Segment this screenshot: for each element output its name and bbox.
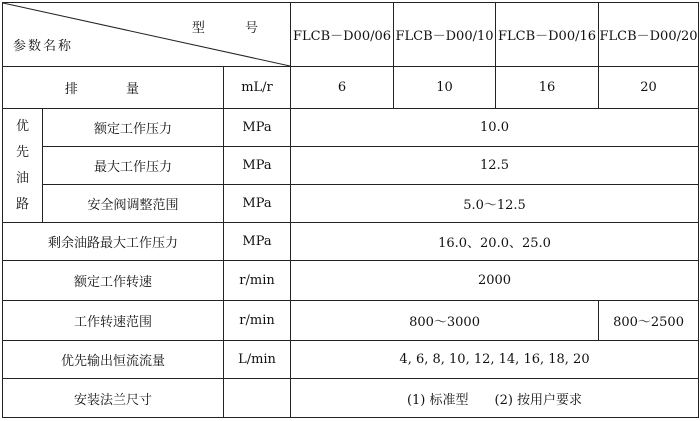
relief-valve-label: 安全阀调整范围 bbox=[43, 185, 224, 223]
remaining-pressure-label: 剩余油路最大工作压力 bbox=[3, 223, 224, 261]
specification-table bbox=[2, 2, 699, 418]
priority-flow-row bbox=[3, 341, 699, 379]
speed-range-label: 工作转速范围 bbox=[3, 301, 224, 341]
displacement-unit: mL/r bbox=[224, 67, 291, 109]
displacement-label: 排 量 bbox=[3, 67, 224, 109]
speed-range-value-main: 800～3000 bbox=[291, 301, 599, 341]
displacement-value-3: 16 bbox=[496, 67, 599, 109]
parameter-name-header-label: 参数名称 bbox=[13, 39, 74, 54]
header-row bbox=[3, 3, 699, 67]
displacement-row bbox=[3, 67, 699, 109]
max-pressure-row bbox=[3, 147, 699, 185]
model-header-1: FLCB－D00/06 bbox=[291, 3, 394, 67]
model-header-3: FLCB－D00/16 bbox=[496, 3, 599, 67]
priority-flow-value: 4, 6, 8, 10, 12, 14, 16, 18, 20 bbox=[291, 341, 699, 379]
relief-valve-row bbox=[3, 185, 699, 223]
model-header-2: FLCB－D00/10 bbox=[394, 3, 496, 67]
priority-flow-label: 优先输出恒流流量 bbox=[3, 341, 224, 379]
displacement-value-2: 10 bbox=[394, 67, 496, 109]
rated-speed-value: 2000 bbox=[291, 261, 699, 301]
remaining-pressure-row bbox=[3, 223, 699, 261]
relief-valve-unit: MPa bbox=[224, 185, 291, 223]
rated-pressure-row bbox=[3, 109, 699, 147]
remaining-pressure-unit: MPa bbox=[224, 223, 291, 261]
rated-pressure-label: 额定工作压力 bbox=[43, 109, 224, 147]
displacement-value-1: 6 bbox=[291, 67, 394, 109]
rated-pressure-value: 10.0 bbox=[291, 109, 699, 147]
flange-value: (1) 标准型 (2) 按用户要求 bbox=[291, 379, 699, 418]
rated-speed-row bbox=[3, 261, 699, 301]
priority-oil-path-label: 优 先 油 路 bbox=[3, 109, 43, 223]
max-pressure-unit: MPa bbox=[224, 147, 291, 185]
speed-range-row bbox=[3, 301, 699, 341]
flange-row bbox=[3, 379, 699, 418]
speed-range-unit: r/min bbox=[224, 301, 291, 341]
max-pressure-label: 最大工作压力 bbox=[43, 147, 224, 185]
max-pressure-value: 12.5 bbox=[291, 147, 699, 185]
flange-unit bbox=[224, 379, 291, 418]
speed-range-value-last: 800～2500 bbox=[599, 301, 699, 341]
model-header-label: 型 号 bbox=[191, 21, 277, 36]
corner-cell bbox=[3, 3, 291, 67]
relief-valve-value: 5.0～12.5 bbox=[291, 185, 699, 223]
displacement-value-4: 20 bbox=[599, 67, 699, 109]
rated-speed-unit: r/min bbox=[224, 261, 291, 301]
rated-pressure-unit: MPa bbox=[224, 109, 291, 147]
remaining-pressure-value: 16.0、20.0、25.0 bbox=[291, 223, 699, 261]
priority-flow-unit: L/min bbox=[224, 341, 291, 379]
flange-label: 安装法兰尺寸 bbox=[3, 379, 224, 418]
model-header-4: FLCB－D00/20 bbox=[599, 3, 699, 67]
rated-speed-label: 额定工作转速 bbox=[3, 261, 224, 301]
